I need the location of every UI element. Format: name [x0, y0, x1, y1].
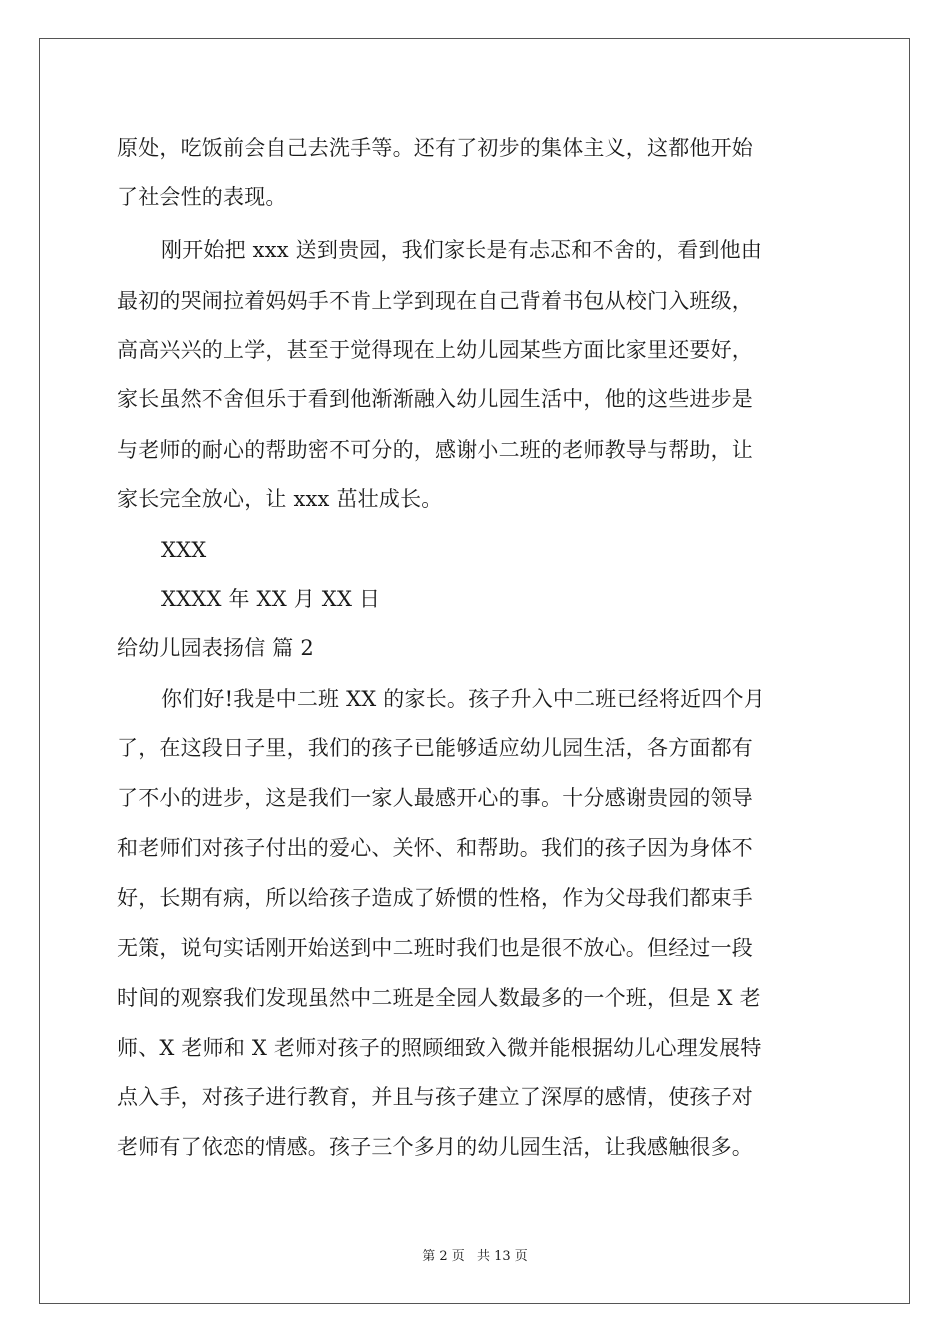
text-line: 和老师们对孩子付出的爱心、关怀、和帮助。我们的孩子因为身体不	[117, 836, 753, 860]
text-line: 好，长期有病，所以给孩子造成了娇惯的性格，作为父母我们都束手	[117, 886, 753, 910]
text-line: 与老师的耐心的帮助密不可分的，感谢小二班的老师教导与帮助，让	[117, 438, 753, 462]
page-total: 共 13 页	[476, 1249, 528, 1264]
text-line: 最初的哭闹拉着妈妈手不肯上学到现在自己背着书包从校门入班级，	[117, 289, 753, 313]
page-footer	[0, 1249, 950, 1265]
text-line: 老师有了依恋的情感。孩子三个多月的幼儿园生活，让我感触很多。	[117, 1135, 753, 1159]
text-line: 家长虽然不舍但乐于看到他渐渐融入幼儿园生活中，他的这些进步是	[117, 387, 753, 411]
text-line: 了不小的进步，这是我们一家人最感开心的事。十分感谢贵园的领导	[117, 786, 753, 810]
page-border	[39, 38, 910, 1304]
text-line: 原处，吃饭前会自己去洗手等。还有了初步的集体主义，这都他开始	[117, 136, 753, 160]
text-line: 了社会性的表现。	[117, 185, 287, 209]
text-line: 无策，说句实话刚开始送到中二班时我们也是很不放心。但经过一段	[117, 936, 753, 960]
page-number: 第 2 页	[422, 1249, 465, 1264]
text-line: 了，在这段日子里，我们的孩子已能够适应幼儿园生活，各方面都有	[117, 736, 753, 760]
text-line: 你们好!我是中二班 XX 的家长。孩子升入中二班已经将近四个月	[161, 687, 765, 711]
section-heading: 给幼儿园表扬信 篇 2	[117, 636, 314, 660]
text-line: 师、X 老师和 X 老师对孩子的照顾细致入微并能根据幼儿心理发展特	[117, 1036, 762, 1060]
text-line: 高高兴兴的上学，甚至于觉得现在上幼儿园某些方面比家里还要好，	[117, 338, 753, 362]
text-line: 点入手，对孩子进行教育，并且与孩子建立了深厚的感情，使孩子对	[117, 1085, 753, 1109]
signature-name: XXX	[161, 538, 207, 562]
text-line: 时间的观察我们发现虽然中二班是全园人数最多的一个班，但是 X 老	[117, 986, 761, 1010]
text-line: 刚开始把 xxx 送到贵园，我们家长是有忐忑和不舍的，看到他由	[161, 238, 763, 262]
text-line: 家长完全放心，让 xxx 茁壮成长。	[117, 487, 443, 511]
signature-date: XXXX 年 XX 月 XX 日	[161, 587, 381, 611]
